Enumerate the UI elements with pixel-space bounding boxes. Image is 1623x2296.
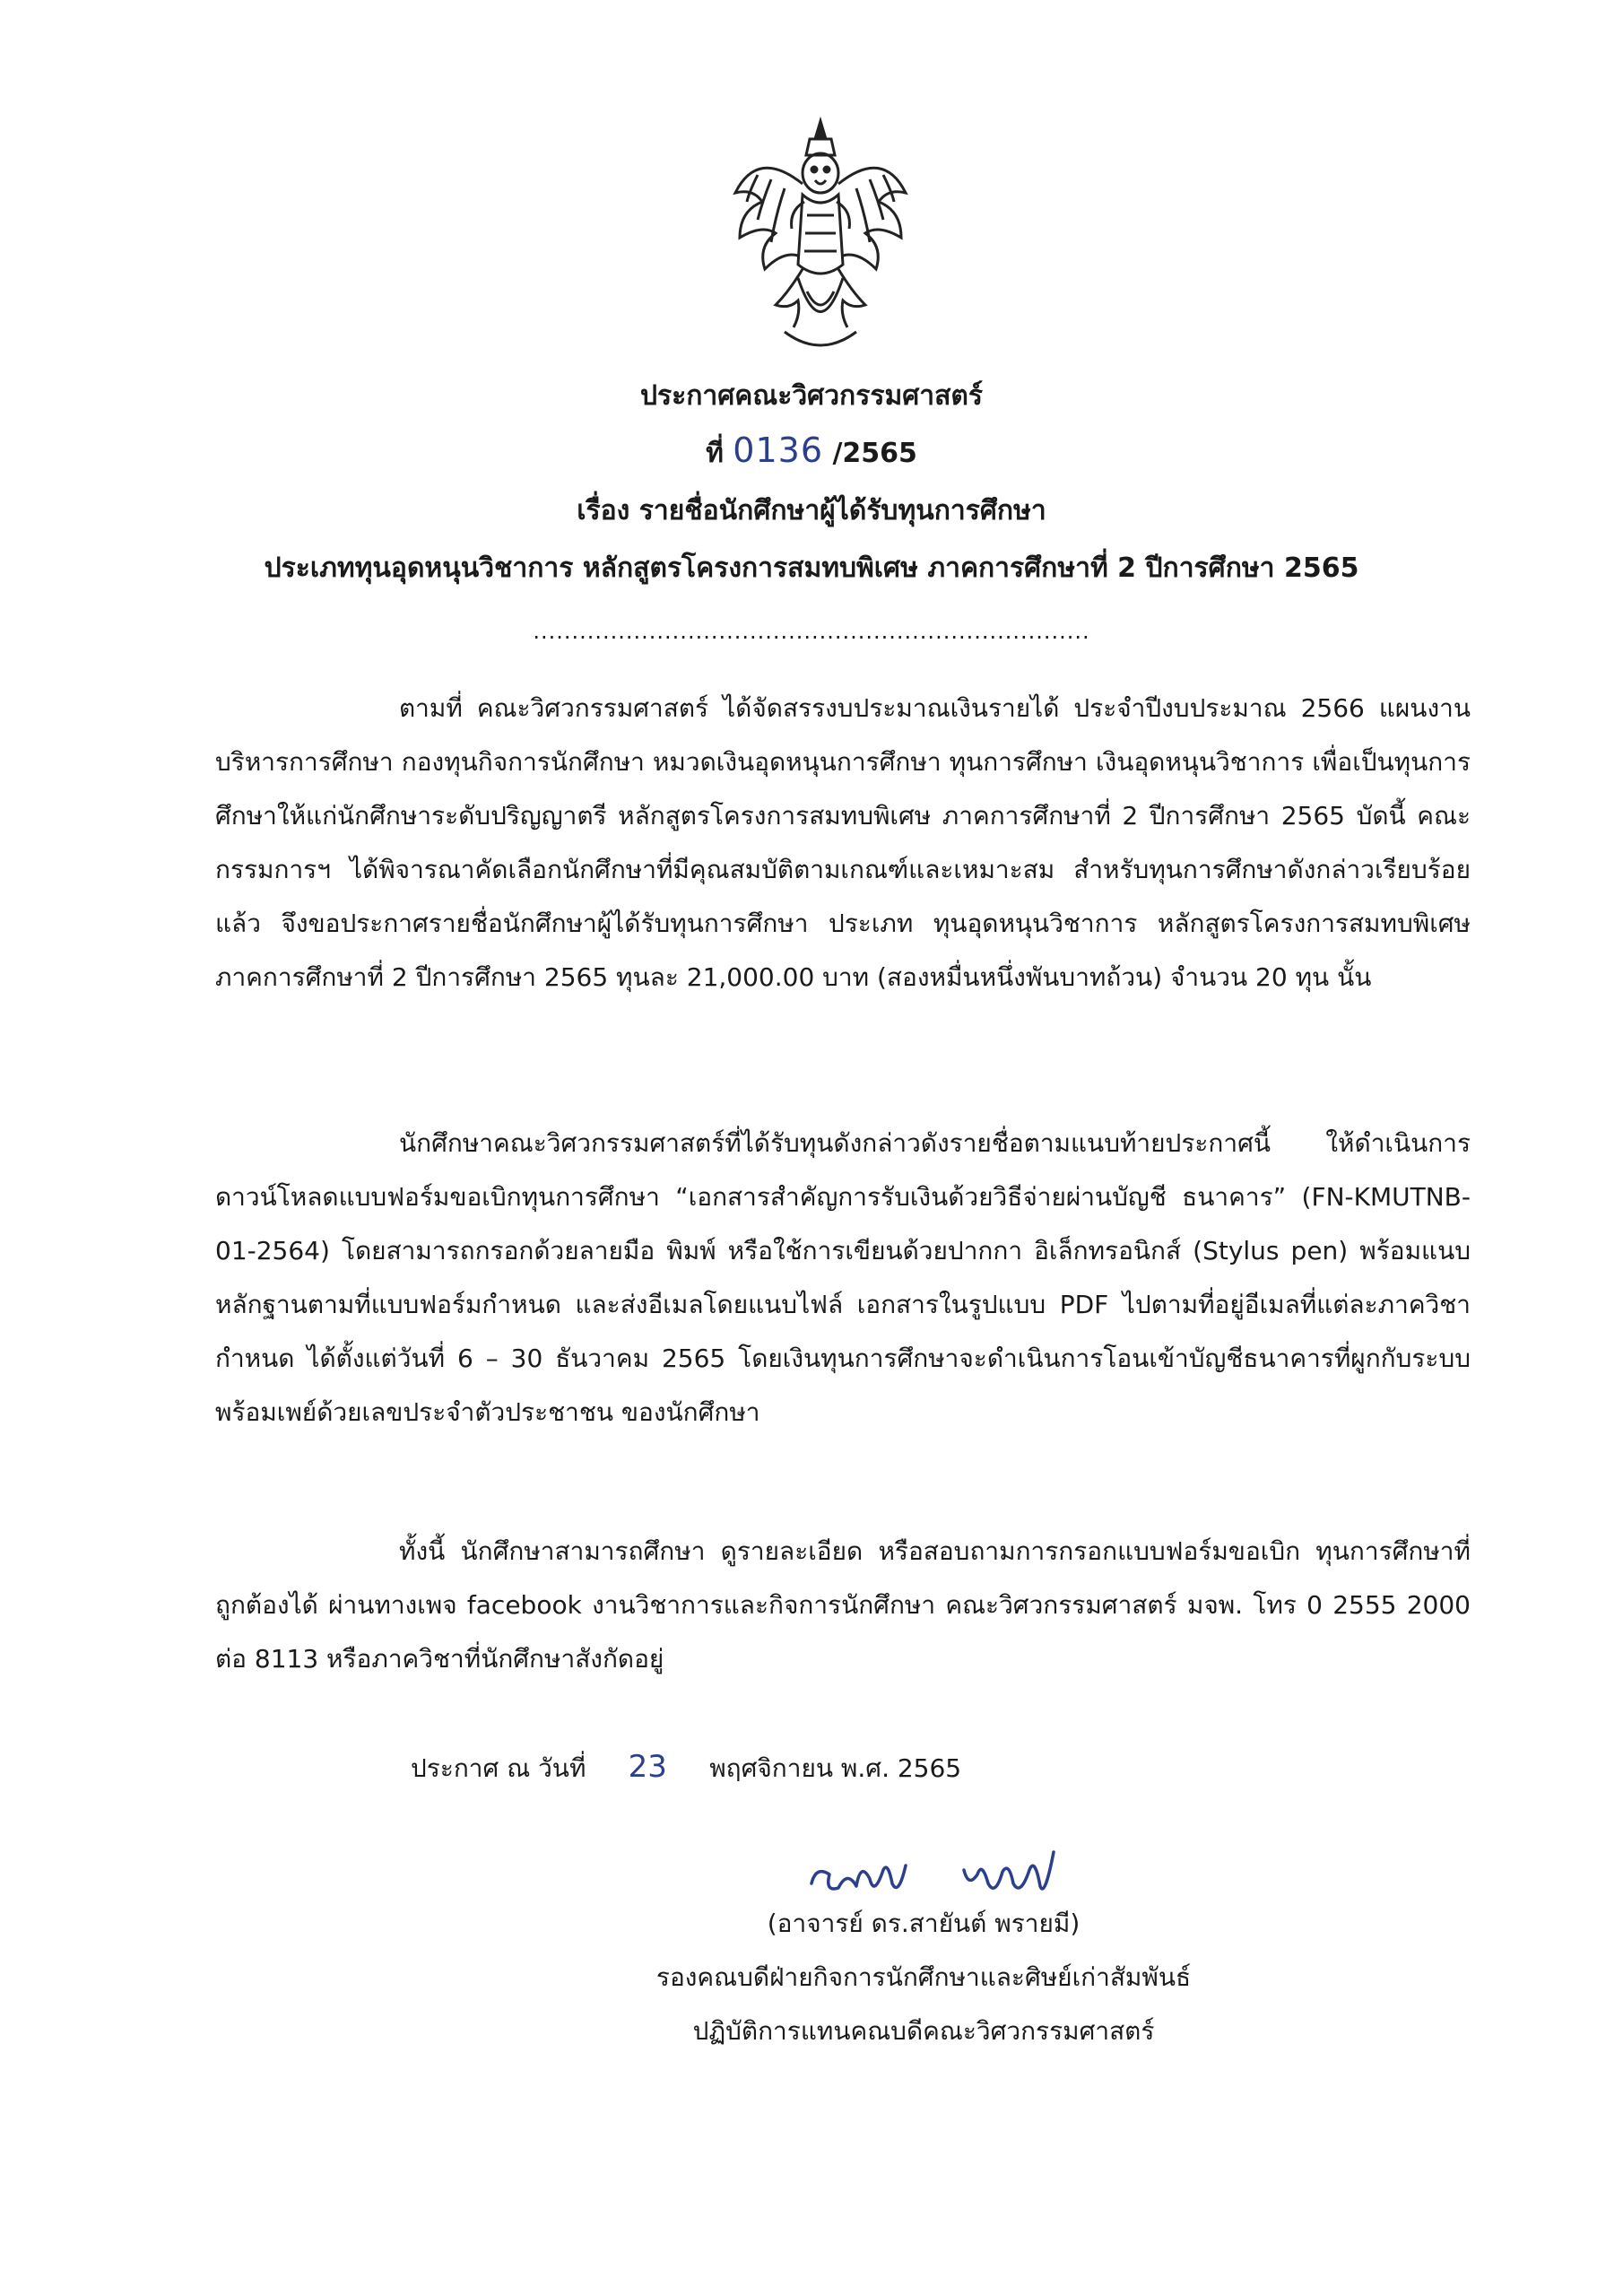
signatory-position-1: รองคณบดีฝ่ายกิจการนักศึกษาและศิษย์เก่าสัมพันธ์ [655,1962,1192,1992]
number-prefix: ที่ [706,438,724,469]
garuda-emblem-icon [722,112,919,363]
paragraph-2 [215,1117,1471,1439]
handwritten-number: 0136 [733,430,824,470]
dotted-separator: ........................................................................ [533,619,1090,644]
paragraph-3-text: ทั้งนี้ นักศึกษาสามารถศึกษา ดูรายละเอียด หรือสอบถามการกรอกแบบฟอร์มขอเบิก ทุนการศึกษาที่ถูกต้องได้ ผ่านทางเพจ facebook งานวิชาการและกิจการนักศึกษา คณะวิศวกรรมศาสตร์ มจพ. โทร 0 2555 2000 ต่อ 8113 หรือภาควิชาที่นักศึกษาสังกัดอยู่ [215,1536,1471,1674]
paragraph-1 [215,682,1471,1004]
signatory-name: (อาจารย์ ดร.สายันต์ พรายมี) [767,1909,1081,1938]
announcement-subject-line2: ประเภททุนอุดหนุนวิชาการ หลักสูตรโครงการสมทบพิเศษ ภาคการศึกษาที่ 2 ปีการศึกษา 2565 [264,552,1359,584]
handwritten-day: 23 [628,1749,667,1785]
announcement-title: ประกาศคณะวิศวกรรมศาสตร์ [639,380,984,412]
paragraph-1-text: ตามที่ คณะวิศวกรรมศาสตร์ ได้จัดสรรงบประมาณเงินรายได้ ประจำปีงบประมาณ 2566 แผนงานบริหารการศึกษา กองทุนกิจการนักศึกษา หมวดเงินอุดหนุนการศึกษา ทุนการศึกษา เงินอุดหนุนวิชาการ เพื่อเป็นทุนการศึกษาให้แก่นักศึกษาระดับปริญญาตรี หลักสูตรโครงการสมทบพิเศษ ภาคการศึกษาที่ 2 ปีการศึกษา 2565 บัดนี้ คณะกรรมการฯ ได้พิจารณาคัดเลือกนักศึกษาที่มีคุณสมบัติตามเกณฑ์และเหมาะสม สำหรับทุนการศึกษาดังกล่าวเรียบร้อยแล้ว จึงขอประกาศรายชื่อนักศึกษาผู้ได้รับทุนการศึกษา ประเภท ทุนอุดหนุนวิชาการ หลักสูตรโครงการสมทบพิเศษ ภาคการศึกษาที่ 2 ปีการศึกษา 2565 ทุนละ 21,000.00 บาท (สองหมื่นหนึ่งพันบาทถ้วน) จำนวน 20 ทุน นั้น [215,693,1471,992]
date-month-year: พฤศจิกายน พ.ศ. 2565 [709,1753,962,1783]
paragraph-3 [215,1525,1471,1686]
date-prefix: ประกาศ ณ วันที่ [411,1753,586,1783]
signatory-position-2: ปฏิบัติการแทนคณบดีคณะวิศวกรรมศาสตร์ [692,2016,1155,2046]
announcement-date [411,1740,961,1796]
paragraph-2-text: นักศึกษาคณะวิศวกรรมศาสตร์ที่ได้รับทุนดังกล่าวดังรายชื่อตามแนบท้ายประกาศนี้ ให้ดำเนินการดาวน์โหลดแบบฟอร์มขอเบิกทุนการศึกษา “เอกสารสำคัญการรับเงินด้วยวิธีจ่ายผ่านบัญชี ธนาคาร” (FN-KMUTNB-01-2564) โดยสามารถกรอกด้วยลายมือ พิมพ์ หรือใช้การเขียนด้วยปากกา อิเล็กทรอนิกส์ (Stylus pen) พร้อมแนบหลักฐานตามที่แบบฟอร์มกำหนด และส่งอีเมลโดยแนบไฟล์ เอกสารในรูปแบบ PDF ไปตามที่อยู่อีเมลที่แต่ละภาควิชากำหนด ได้ตั้งแต่วันที่ 6 – 30 ธันวาคม 2565 โดยเงินทุนการศึกษาจะดำเนินการโอนเข้าบัญชีธนาคารที่ผูกกับระบบพร้อมเพย์ด้วยเลขประจำตัวประชาชน ของนักศึกษา [215,1128,1471,1427]
number-suffix: /2565 [832,438,917,469]
announcement-subject: เรื่อง รายชื่อนักศึกษาผู้ได้รับทุนการศึกษา [577,495,1046,526]
announcement-number [0,430,1623,474]
